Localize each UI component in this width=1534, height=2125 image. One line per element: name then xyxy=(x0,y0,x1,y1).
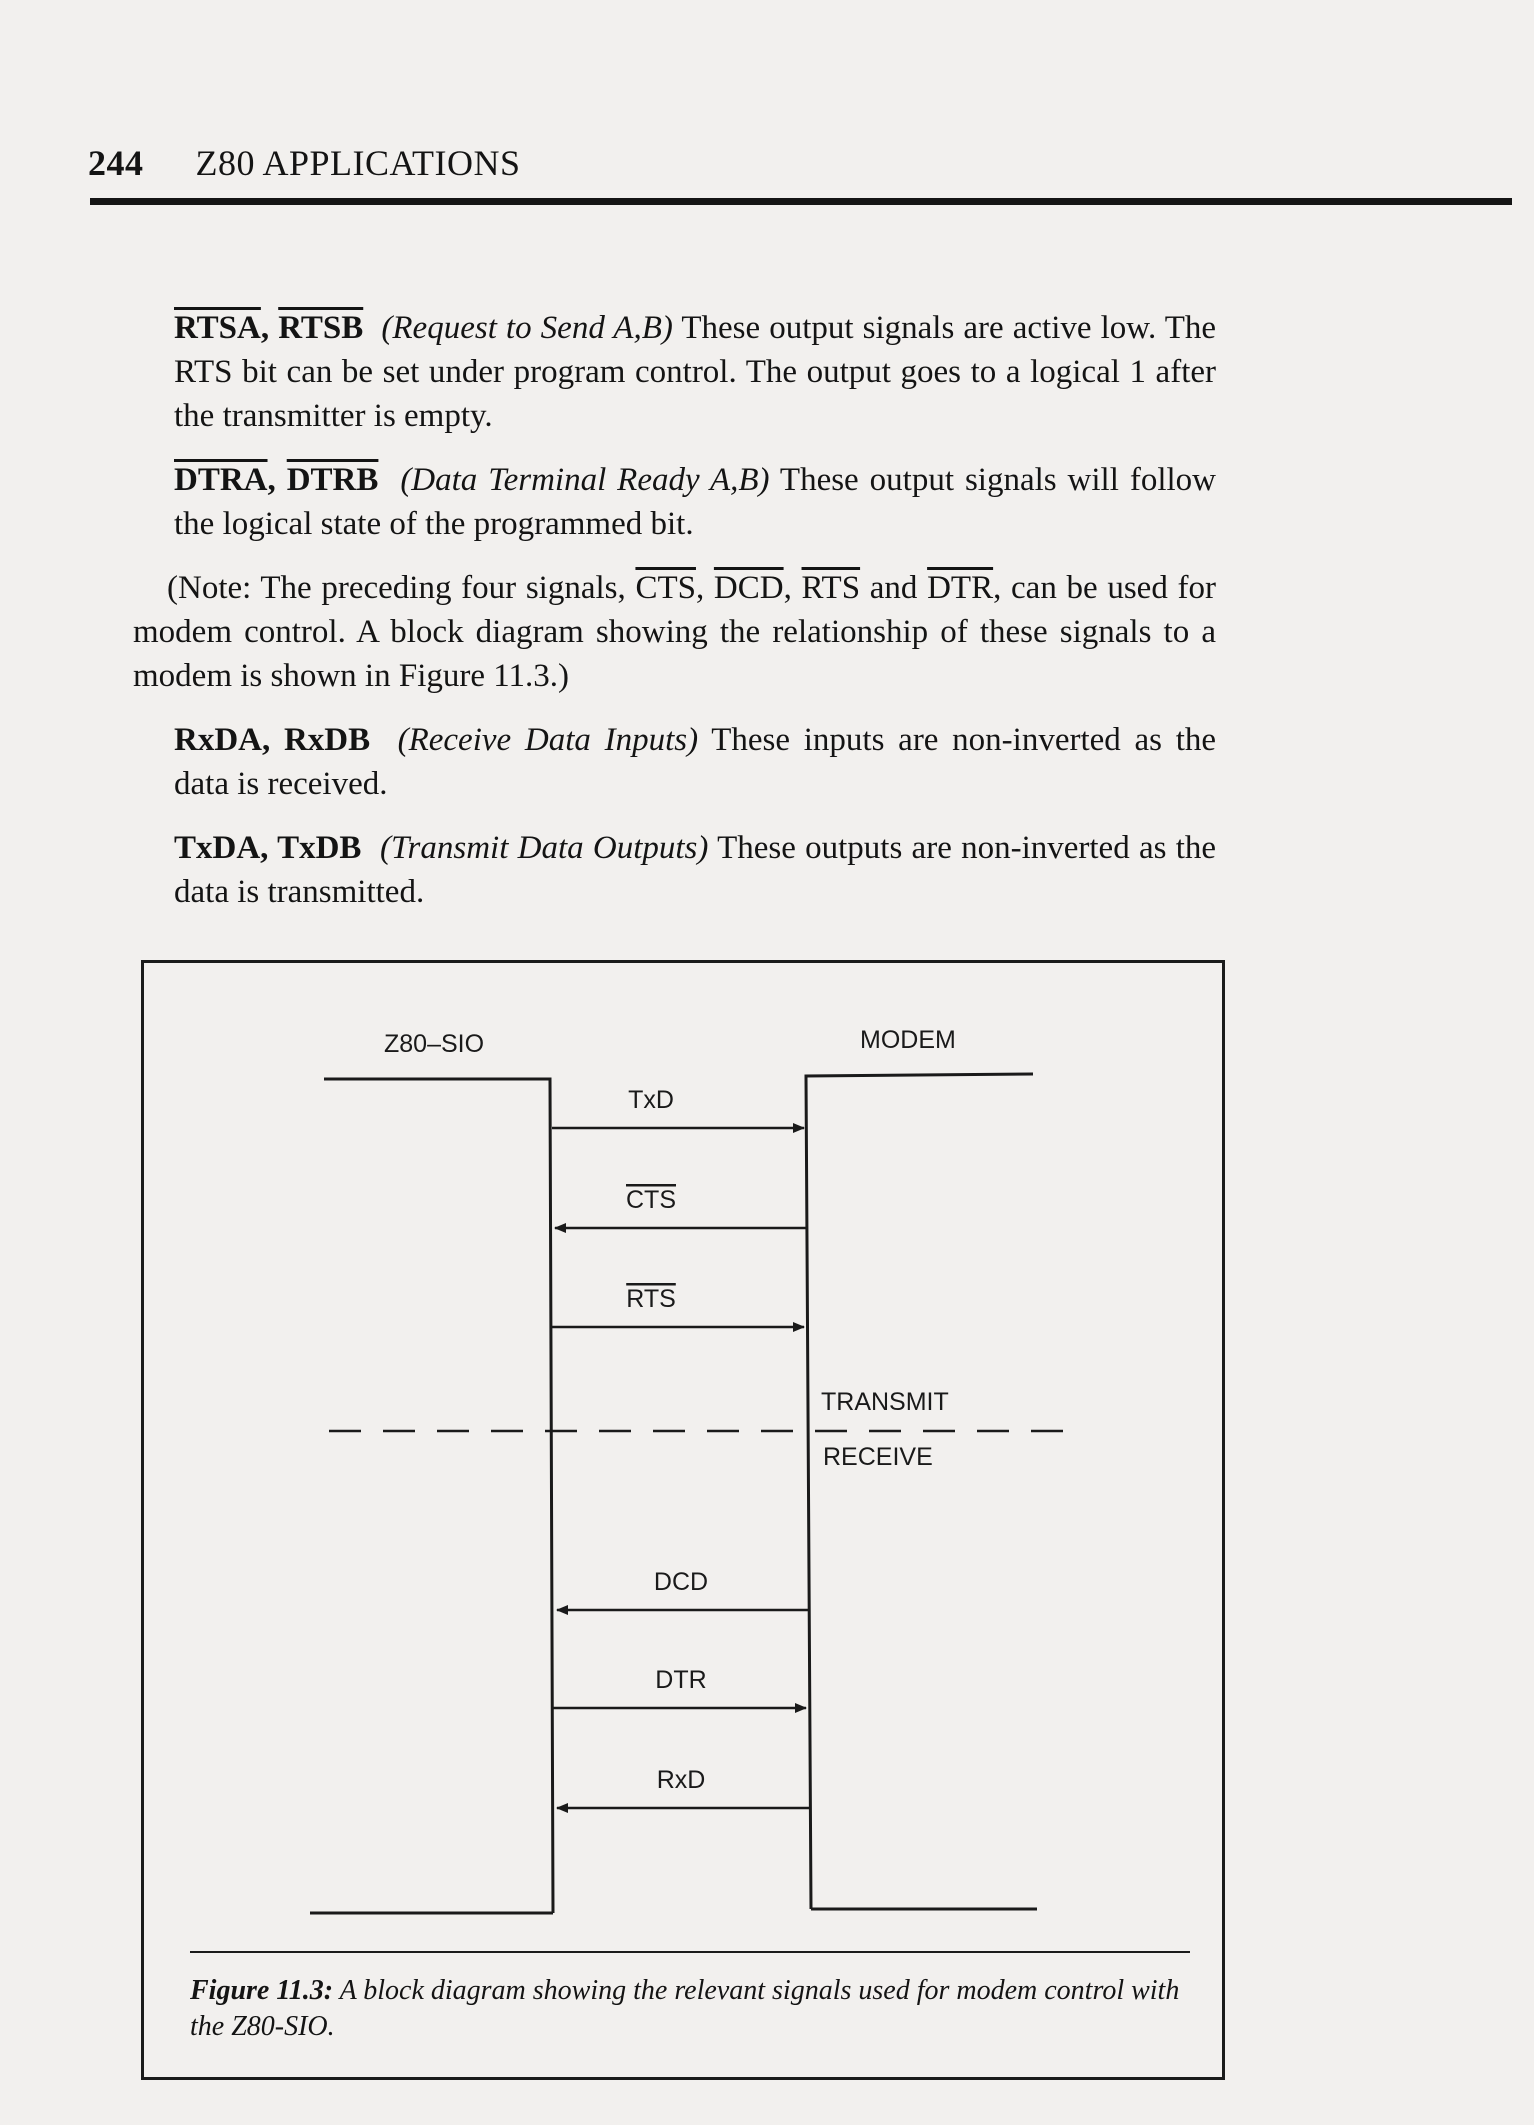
running-header xyxy=(88,142,521,184)
signal-label-txd: TxD xyxy=(628,1086,674,1114)
note-text: , xyxy=(695,570,714,606)
term-rtsb: RTSB xyxy=(278,310,364,346)
header-rule xyxy=(90,198,1512,205)
paragraph-dtr xyxy=(174,458,1216,546)
note-signal-rts: $\overline{RTS}$ xyxy=(801,570,861,606)
note-signal-dcd: $\overline{DCD}$ xyxy=(713,570,784,606)
figure-caption xyxy=(190,1973,1200,2045)
note-text: , xyxy=(783,570,802,606)
note-text: (Note: The preceding four signals, xyxy=(167,570,636,606)
term-description: (Transmit Data Outputs) xyxy=(379,830,709,866)
note-signal-cts: $\overline{CTS}$ xyxy=(635,570,696,606)
transmit-label: TRANSMIT xyxy=(821,1388,949,1416)
z80-sio-block xyxy=(310,1079,553,1913)
paragraph-note xyxy=(133,566,1216,698)
term-rtsa: RTSA xyxy=(174,310,261,346)
caption-rule xyxy=(190,1951,1190,1953)
term-description: (Request to Send A,B) xyxy=(381,310,673,346)
paragraph-text: These output signals are active low. The RTS bit can be set under program control. The output goes to a logical 1 after the transmitter is empty. xyxy=(174,310,1216,434)
paragraph-text: These inputs are non-inverted as the data is received. xyxy=(174,722,1217,802)
term-description: (Receive Data Inputs) xyxy=(397,722,699,758)
signal-label-rxd: RxD xyxy=(656,1766,706,1794)
paragraph-text: These outputs are non-inverted as the data is transmitted. xyxy=(174,830,1217,910)
term-separator: , xyxy=(267,462,287,498)
signal-label-dcd: DCD xyxy=(653,1568,709,1596)
receive-label: RECEIVE xyxy=(823,1443,933,1471)
z80-sio-label: Z80–SIO xyxy=(384,1030,485,1058)
term-description: (Data Terminal Ready A,B) xyxy=(400,462,770,498)
term-dtrb: DTRB xyxy=(286,462,379,498)
paragraph-txd xyxy=(174,826,1216,914)
signal-label-cts: CTS xyxy=(626,1186,676,1214)
page-number: 244 xyxy=(88,143,144,183)
paragraph-text: These output signals will follow the logical state of the programmed bit. xyxy=(174,462,1217,542)
modem-block-diagram xyxy=(144,963,1224,1948)
caption-text: A block diagram showing the relevant signals used for modem control with the Z80-SIO. xyxy=(190,1975,1180,2042)
term-separator: , xyxy=(260,310,279,346)
signal-label-rts: RTS xyxy=(626,1285,676,1313)
modem-block xyxy=(806,1074,1037,1909)
paragraph-rxd xyxy=(174,718,1216,806)
caption-number: Figure 11.3: xyxy=(190,1975,334,2006)
note-text: and xyxy=(860,570,928,606)
note-signal-dtr: $\overline{DTR}$ xyxy=(927,570,994,606)
modem-label: MODEM xyxy=(860,1026,956,1054)
term-dtra: DTRA xyxy=(174,462,268,498)
running-title: Z80 APPLICATIONS xyxy=(195,143,521,183)
signal-label-dtr: DTR xyxy=(655,1666,707,1694)
paragraph-rts xyxy=(174,306,1216,438)
term-txd: TxDA, TxDB xyxy=(174,830,362,866)
note-text: , can be used for modem control. A block diagram showing the relationship of these signals to a modem is shown in Figure 11.3.) xyxy=(133,570,1216,694)
term-rxd: RxDA, RxDB xyxy=(174,722,371,758)
figure-box xyxy=(141,960,1225,2080)
